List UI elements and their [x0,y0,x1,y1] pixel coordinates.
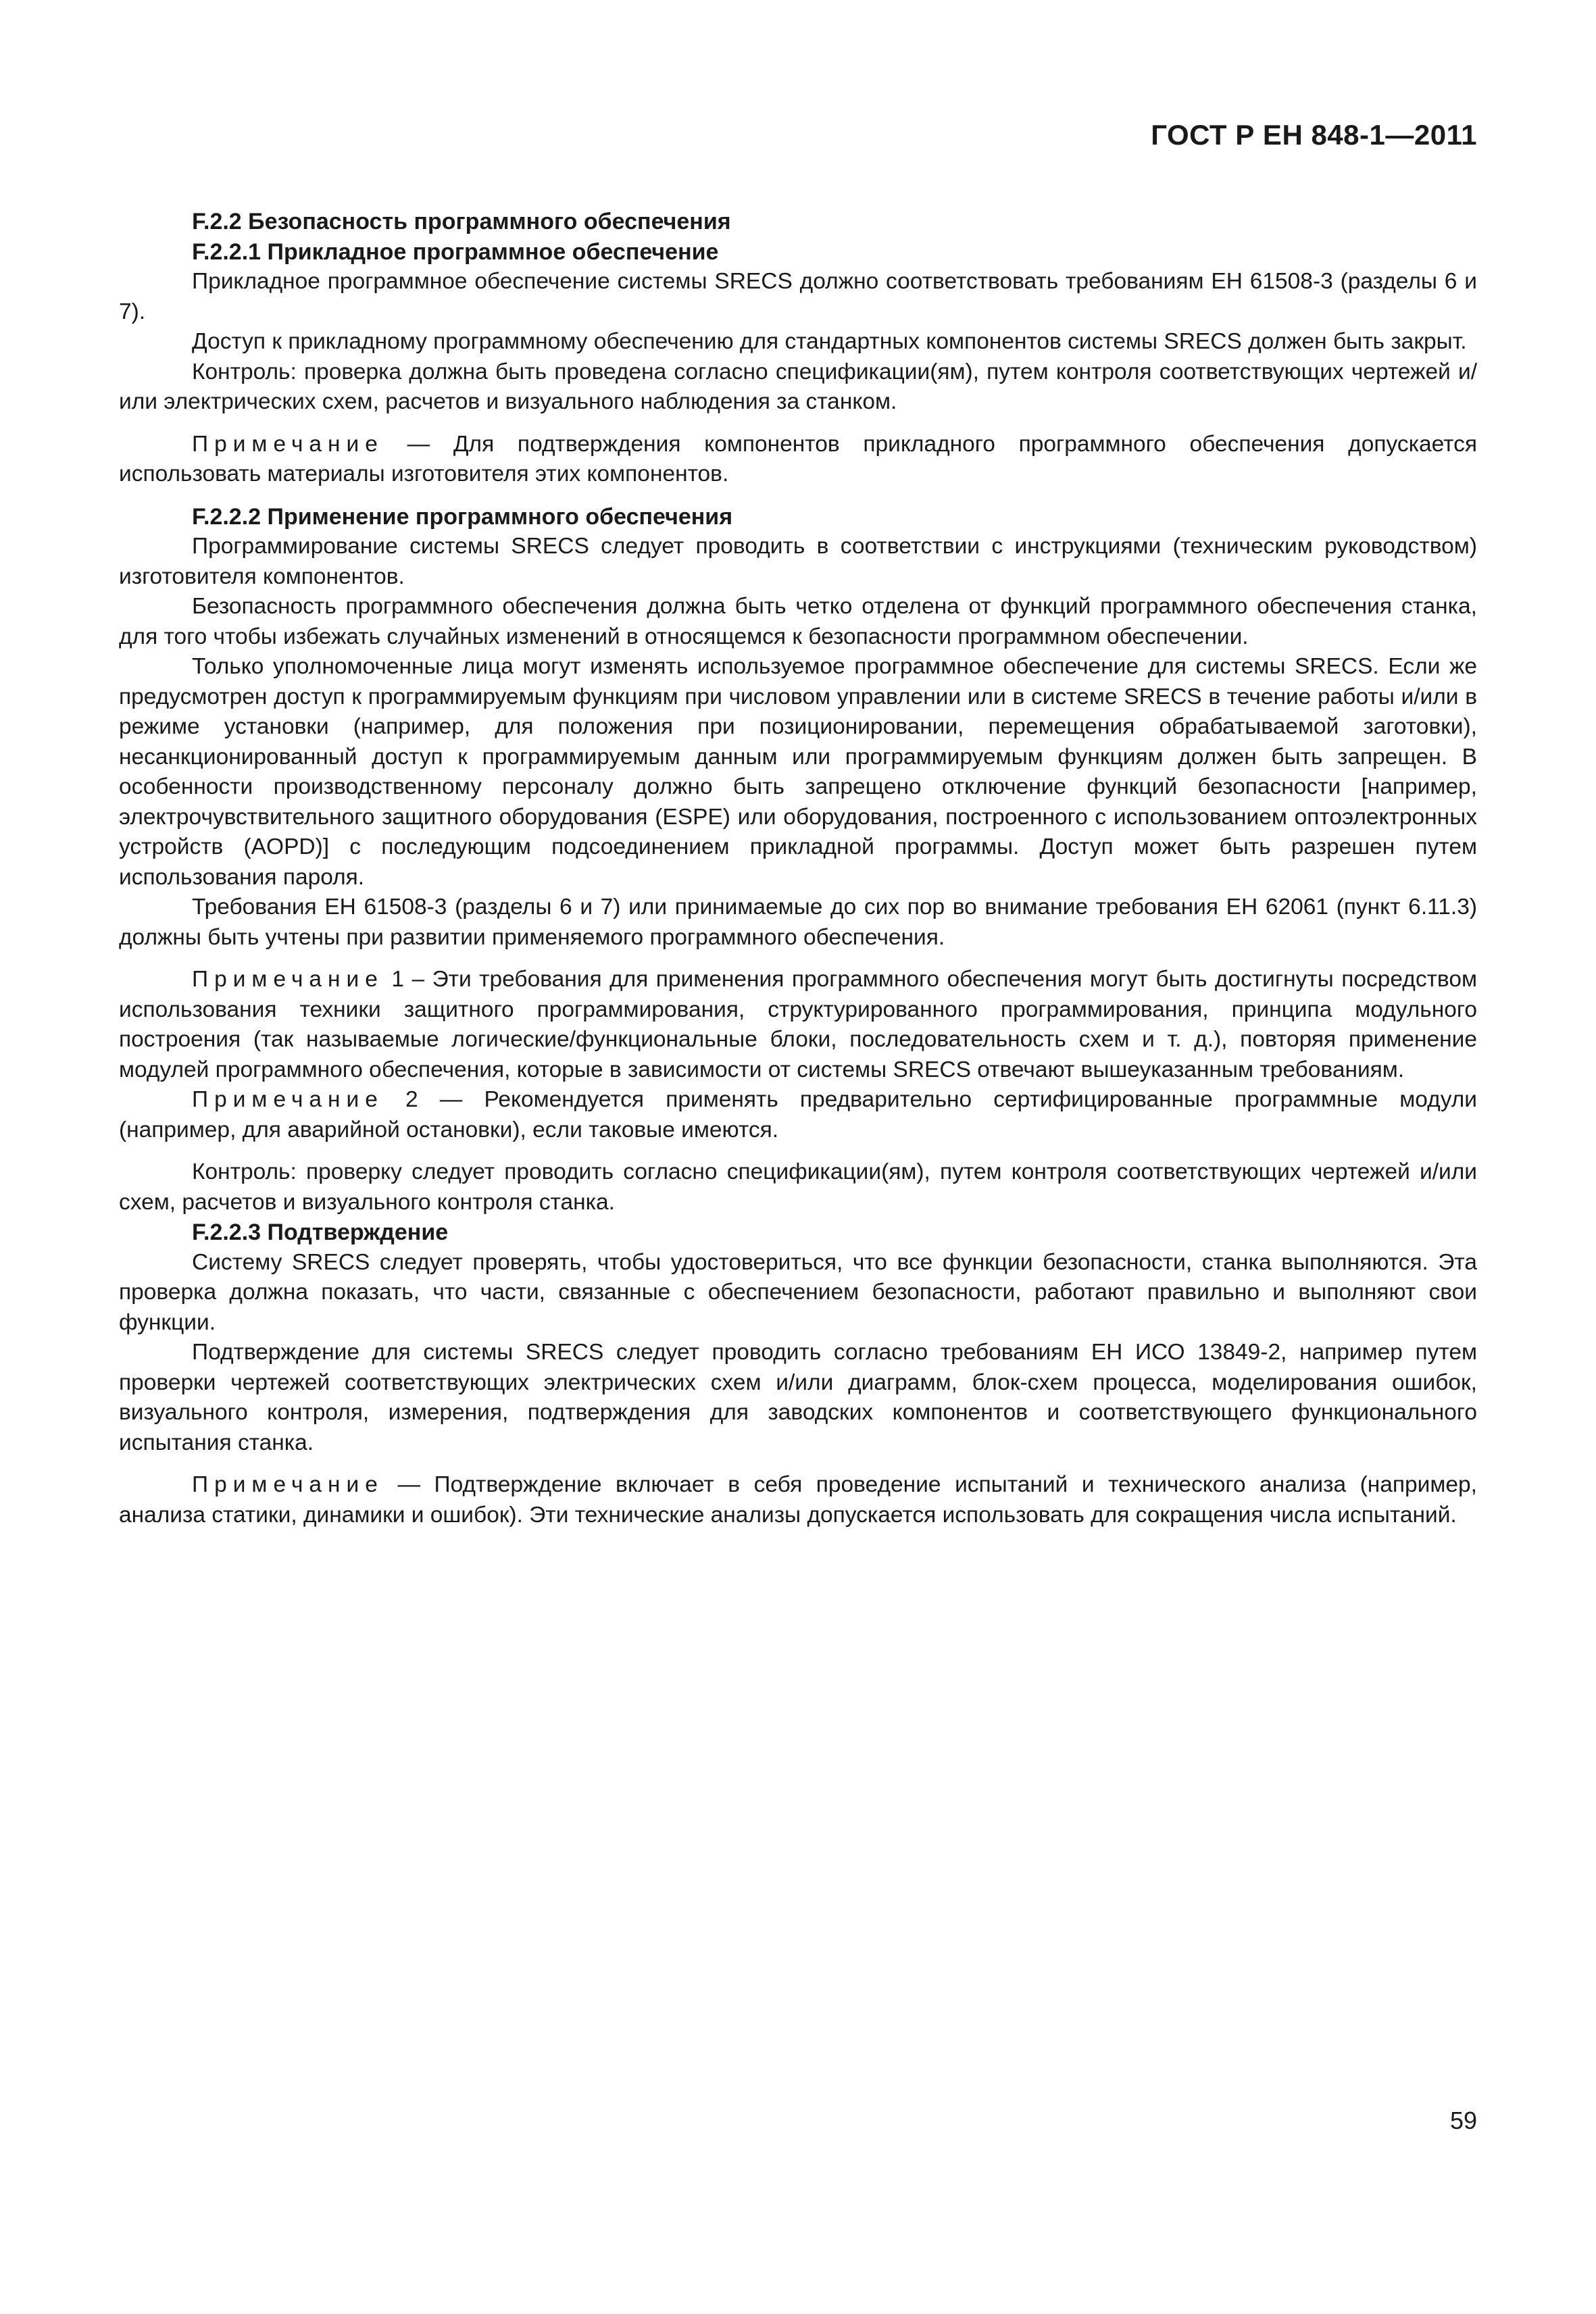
note-text: 2 — Рекомендуется применять предварительно сертифицированные программные модули (например, для аварийной остановки), если таковые имеются. [119,1087,1477,1142]
note-label: Примечание [192,1472,384,1497]
note-text: 1 – Эти требования для применения программного обеспечения могут быть достигнуты посредством использования техники защитного программирования, структурированного программирования, принципа модульного построения (так называемые логические/функциональные блоки, последовательность схем и т. д.), повторяя применение модулей программного обеспечения, которые в зависимости от системы SRECS отвечают вышеуказанным требованиям. [119,967,1477,1082]
section-f222-note-2 [119,1085,1477,1145]
page-number: 59 [1449,2107,1477,2134]
document-code-header: ГОСТ Р ЕН 848-1—2011 [1151,119,1477,151]
section-f222-paragraph-1: Программирование системы SRECS следует проводить в соответствии с инструкциями (техническим руководством) изготовителя компонентов. [119,534,1477,589]
section-f22-title: F.2.2 Безопасность программного обеспечения [192,209,731,234]
section-f221-paragraph-3: Контроль: проверка должна быть проведена согласно спецификации(ям), путем контроля соответствующих чертежей и/или электрических схем, расчетов и визуального наблюдения за станком. [119,359,1477,414]
section-f221-title: F.2.2.1 Прикладное программное обеспечение [192,238,719,265]
note-label: Примечание [192,1087,384,1112]
section-f223-title: F.2.2.3 Подтверждение [192,1219,449,1245]
section-f223-paragraph-2: Подтверждение для системы SRECS следует проводить согласно требованиям ЕН ИСО 13849-2, например путем проверки чертежей соответствующих электрических схем и/или диаграмм, блок-схем процесса, моделирования ошибок, визуального контроля, измерения, подтверждения для заводских компонентов и соответствующего функционального испытания станка. [119,1340,1477,1455]
section-f222-paragraph-5: Контроль: проверку следует проводить согласно спецификации(ям), путем контроля соответствующих чертежей и/или схем, расчетов и визуального контроля станка. [119,1159,1477,1215]
section-f222-paragraph-2: Безопасность программного обеспечения должна быть четко отделена от функций программного обеспечения станка, для того чтобы избежать случайных изменений в относящемся к безопасности программном обеспечении. [119,594,1477,649]
note-text: — Для подтверждения компонентов прикладного программного обеспечения допускается использовать материалы изготовителя этих компонентов. [119,431,1477,486]
section-f221-paragraph-2: Доступ к прикладному программному обеспечению для стандартных компонентов системы SRECS должен быть закрыт. [192,329,1467,354]
document-body [119,207,1477,1530]
section-f221-paragraph-1: Прикладное программное обеспечение системы SRECS должно соответствовать требованиям ЕН 61508-3 (разделы 6 и 7). [119,269,1477,324]
section-f222-title: F.2.2.2 Применение программного обеспечения [192,503,733,530]
note-text: — Подтверждение включает в себя проведение испытаний и технического анализа (например, анализа статики, динамики и ошибок). Эти технические анализы допускается использовать для сокращения числа испытаний. [119,1472,1477,1528]
note-label: Примечание [192,967,384,992]
section-f222-paragraph-3: Только уполномоченные лица могут изменять используемое программное обеспечение для системы SRECS. Если же предусмотрен доступ к программируемым функциям при числовом управлении или в системе SRECS в течение работы и/или в режиме установки (например, для положения при позиционировании, перемещения обрабатываемой заготовки), несанкционированный доступ к программируемым данным или программируемым функциям должен быть запрещен. В особенности производственному персоналу должно быть запрещено отключение функций безопасности [например, электрочувствительного защитного оборудования (ESPE) или оборудования, построенного с использованием оптоэлектронных устройств (AOPD)] с последующим подсоединением прикладной программы. Доступ может быть разрешен путем использования пароля. [119,654,1477,890]
section-f222-paragraph-4: Требования ЕН 61508-3 (разделы 6 и 7) или принимаемые до сих пор во внимание требования ЕН 62061 (пункт 6.11.3) должны быть учтены при развитии применяемого программного обеспечения. [119,895,1477,950]
note-label: Примечание [192,431,384,457]
section-f223-note [119,1470,1477,1530]
section-f223-paragraph-1: Систему SRECS следует проверять, чтобы удостовериться, что все функции безопасности, станка выполняются. Эта проверка должна показать, что части, связанные с обеспечением безопасности, работают правильно и выполняют свои функции. [119,1249,1477,1335]
section-f222-note-1 [119,965,1477,1085]
section-f221-note [119,430,1477,490]
